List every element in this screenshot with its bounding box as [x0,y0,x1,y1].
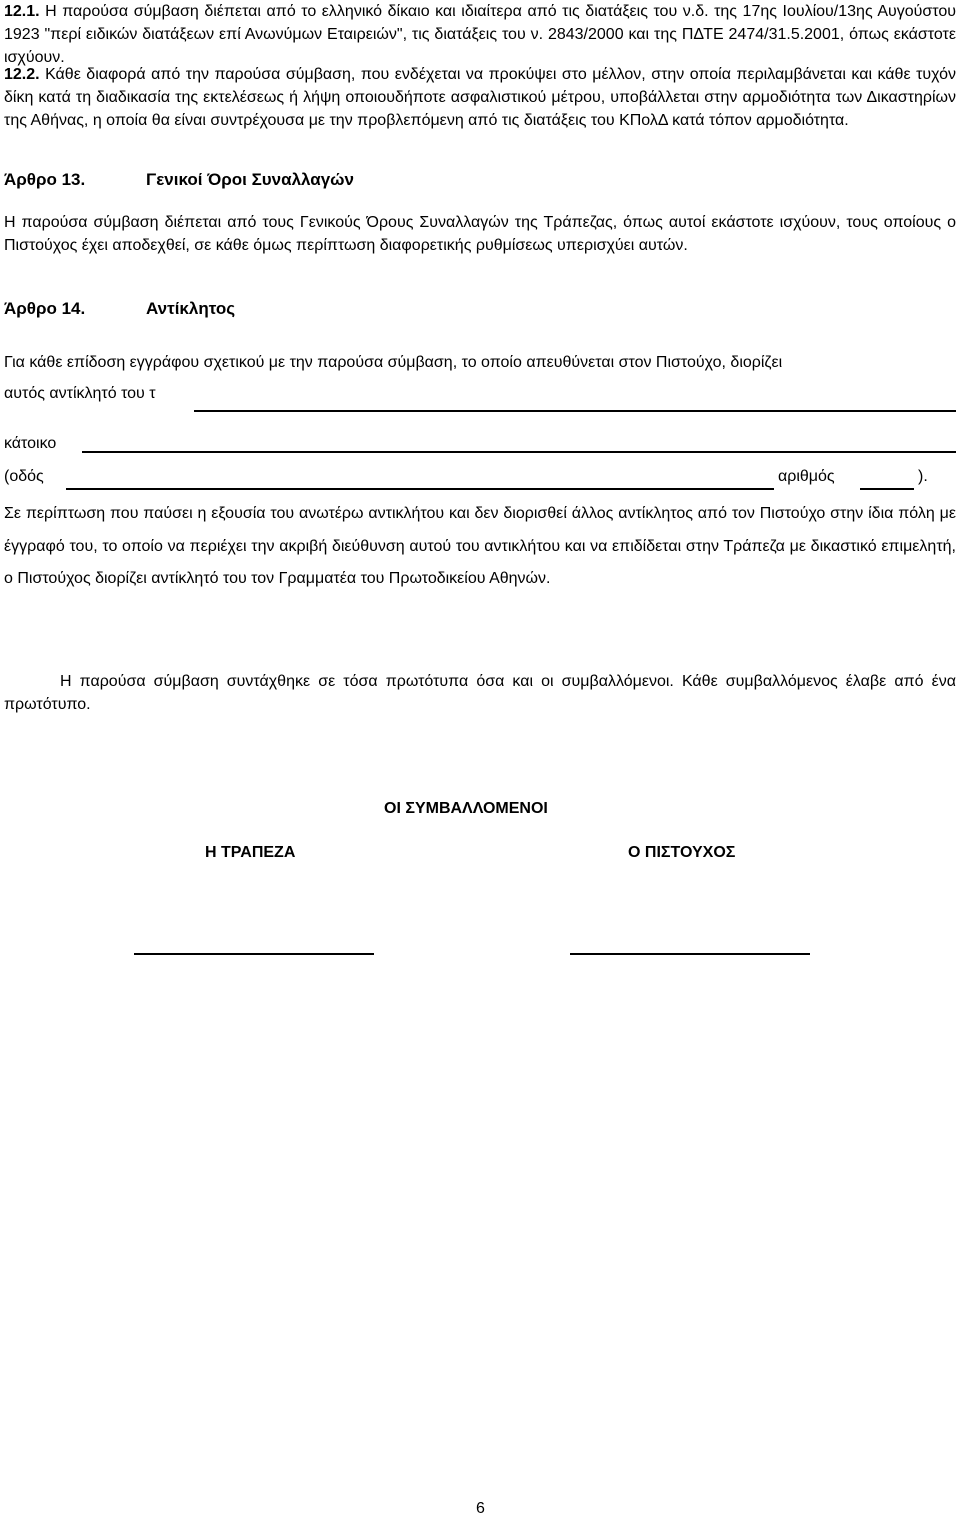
article-14-heading [4,299,235,319]
bank-signatory-label: Η ΤΡΑΠΕΖΑ [205,844,296,861]
page-number: 6 [476,1500,485,1517]
street-label: (οδός [4,468,44,485]
article-13-heading [4,170,354,190]
article-label: Άρθρο 13. [4,170,86,189]
closing-paragraph: Η παρούσα σύμβαση συντάχθηκε σε τόσα πρωτότυπα όσα και οι συμβαλλόμενοι. Κάθε συμβαλλόμενος έλαβε από ένα πρωτότυπο. [4,673,956,713]
bank-signature-line[interactable] [134,953,374,955]
number-label: αριθμός [778,468,835,485]
clause-text: Κάθε διαφορά από την παρούσα σύμβαση, που ενδέχεται να προκύψει στο μέλλον, στην οποία περιλαμβάνεται και κάθε τυχόν δίκη κατά τη διαδικασία της εκτελέσεως ή λήψη οποιουδήποτε ασφαλιστικού μέτρου, υποβάλλεται στην αρμοδιότητα των Δικαστηρίων της Αθήνας, η οποία θα είναι συντρέχουσα με την προβλεπόμενη από τις διατάξεις του ΚΠολΔ κατά τόπον αρμοδιότητα. [4,66,956,129]
article-14-text: Για κάθε επίδοση εγγράφου σχετικού με την παρούσα σύμβαση, το οποίο απευθύνεται στον Πιστούχο, διορίζει [4,354,783,371]
clause-12-1 [4,0,956,69]
number-blank[interactable] [860,488,914,490]
article-label: Άρθρο 14. [4,299,86,318]
clause-number: 12.1. [4,3,40,20]
clause-12-2 [4,63,956,132]
residence-label: κάτοικο [4,435,57,452]
article-title: Γενικοί Όροι Συναλλαγών [146,170,355,189]
residence-blank[interactable] [82,451,956,453]
clause-number: 12.2. [4,66,40,83]
article-14-text-2: Σε περίπτωση που παύσει η εξουσία του ανωτέρω αντικλήτου και δεν διορισθεί άλλος αντίκλητος από τον Πιστούχο στην ίδια πόλη με έγγραφό του, το οποίο να περιέχει την ακριβή διεύθυνση αυτού του αντικλήτου και να επιδίδεται στην Τράπεζα με δικαστικό επιμελητή, ο Πιστούχος διορίζει αντίκλητό του τον Γραμματέα του Πρωτοδικείου Αθηνών. [4,505,956,587]
document-page [4,0,956,1521]
article-13-text: Η παρούσα σύμβαση διέπεται από τους Γενικούς Όρους Συναλλαγών της Τράπεζας, όπως αυτοί εκάστοτε ισχύουν, τους οποίους ο Πιστούχος έχει αποδεχθεί, σε κάθε όμως περίπτωση διαφορετικής ρυθμίσεως υπερισχύει αυτών. [4,214,956,254]
signatories-title: ΟΙ ΣΥΜΒΑΛΛΟΜΕΝΟΙ [384,800,548,817]
closing-paren: ). [918,468,928,485]
clause-text: Η παρούσα σύμβαση διέπεται από το ελληνικό δίκαιο και ιδιαίτερα από τις διατάξεις του ν.δ. της 17ης Ιουλίου/13ης Αυγούστου 1923 "περί ειδικών διατάξεων επί Ανωνύμων Εταιρειών", τις διατάξεις του ν. 2843/2000 και της ΠΔΤΕ 2474/31.5.2001, όπως εκάστοτε ισχύουν. [4,3,956,66]
holder-signature-line[interactable] [570,953,810,955]
article-title: Αντίκλητος [146,299,236,318]
street-blank[interactable] [66,488,774,490]
attorney-name-blank[interactable] [194,410,956,412]
holder-signatory-label: Ο ΠΙΣΤΟΥΧΟΣ [628,844,736,861]
attorney-name-label: αυτός αντίκλητό του τ [4,385,156,402]
